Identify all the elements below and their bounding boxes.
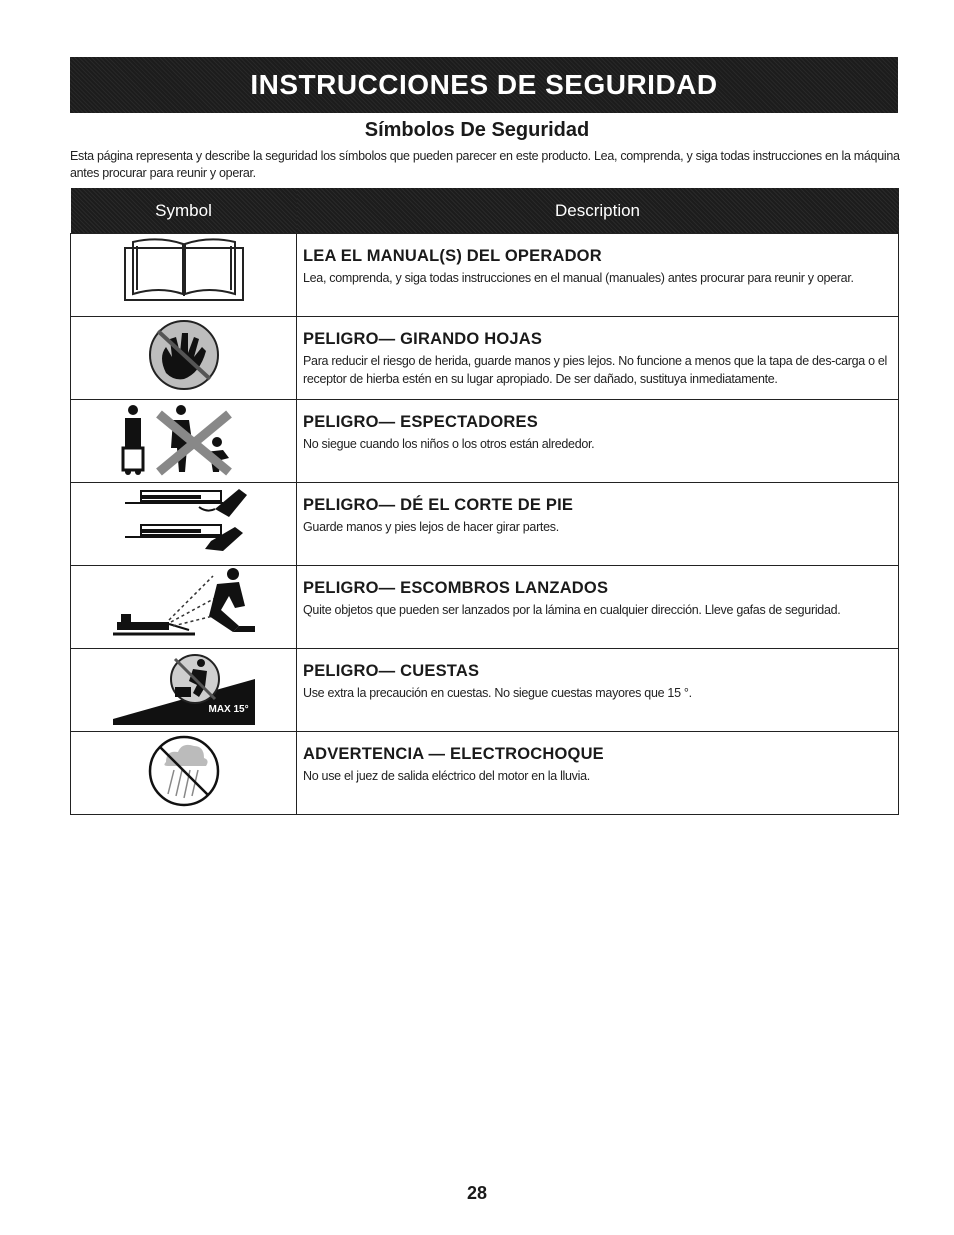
symbol-text: Guarde manos y pies lejos de hacer girar partes.	[303, 520, 559, 534]
column-header-description: Description	[297, 188, 899, 234]
symbol-cell	[71, 732, 297, 815]
description-cell	[297, 732, 899, 815]
description-cell	[297, 566, 899, 649]
table-row	[71, 400, 899, 483]
symbol-cell	[71, 483, 297, 566]
table-header-row	[71, 188, 899, 234]
intro-paragraph: Esta página representa y describe la seguridad los símbolos que pueden parecer en este producto. Lea, comprenda, y siga todas instrucciones en la máquina antes procurar para reunir y operar.	[70, 149, 900, 180]
symbol-cell	[71, 566, 297, 649]
table-row	[71, 649, 899, 732]
table-row	[71, 234, 899, 317]
description-cell	[297, 483, 899, 566]
symbol-cell	[71, 317, 297, 400]
rotating-blades-hand-icon	[144, 317, 224, 393]
symbol-title: PELIGRO— DÉ EL CORTE DE PIE	[303, 496, 574, 514]
symbol-text: Use extra la precaución en cuestas. No siegue cuestas mayores que 15 °.	[303, 686, 692, 700]
column-header-symbol: Symbol	[71, 188, 297, 234]
description-cell	[297, 317, 899, 400]
description-cell	[297, 649, 899, 732]
safety-symbols-table	[70, 188, 899, 815]
symbol-text: No use el juez de salida eléctrico del motor en la lluvia.	[303, 769, 590, 783]
symbol-cell	[71, 400, 297, 483]
page-number: 28	[466, 1183, 488, 1203]
symbol-text: Para reducir el riesgo de herida, guarde manos y pies lejos. No funcione a menos que la tapa de des-carga o el receptor de hierba estén en su lugar apropiado. De ser dañado, sustituya inmediatamente.	[303, 354, 888, 386]
page-title: INSTRUCCIONES DE SEGURIDAD	[250, 69, 718, 100]
no-rain-electric-icon	[144, 732, 224, 810]
symbol-cell	[71, 649, 297, 732]
symbol-title: PELIGRO— GIRANDO HOJAS	[303, 330, 543, 348]
symbol-text: No siegue cuando los niños o los otros están alrededor.	[303, 437, 595, 451]
section-subtitle: Símbolos De Seguridad	[364, 119, 590, 141]
bystanders-icon	[119, 400, 249, 476]
symbol-title: PELIGRO— ESPECTADORES	[303, 413, 538, 431]
operator-manual-icon	[119, 234, 249, 304]
table-row	[71, 483, 899, 566]
symbol-text: Quite objetos que pueden ser lanzados por la lámina en cualquier dirección. Lleve gafas de seguridad.	[303, 603, 841, 617]
table-row	[71, 566, 899, 649]
table-row	[71, 317, 899, 400]
symbol-cell	[71, 234, 297, 317]
symbol-title: LEA EL MANUAL(S) DEL OPERADOR	[303, 247, 602, 265]
table-row	[71, 732, 899, 815]
max-slope-badge: MAX 15°	[208, 704, 249, 715]
cutting-blade-foot-icon	[119, 483, 249, 555]
header-banner	[70, 57, 898, 113]
description-cell	[297, 400, 899, 483]
symbol-text: Lea, comprenda, y siga todas instrucciones en el manual (manuales) antes procurar para reunir y operar.	[303, 271, 854, 285]
description-cell	[297, 234, 899, 317]
symbol-title: PELIGRO— ESCOMBROS LANZADOS	[303, 579, 609, 597]
symbol-title: PELIGRO— CUESTAS	[303, 662, 480, 680]
thrown-debris-icon	[109, 566, 259, 642]
symbol-title: ADVERTENCIA — ELECTROCHOQUE	[303, 745, 604, 763]
